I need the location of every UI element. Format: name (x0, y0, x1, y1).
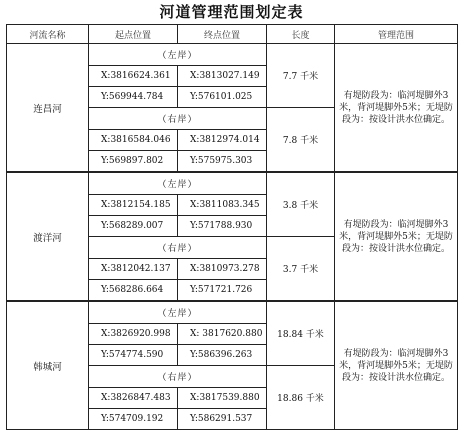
river-name-cell: 渡洋河 (7, 172, 89, 301)
end-x-cell: X:3817539.880 (178, 388, 267, 409)
management-scope-cell: 有堤防段为：临河堤脚外3米，背河堤脚外5米；无堤防段为：按设计洪水位确定。 (335, 172, 458, 301)
start-x-cell: X:3816624.361 (89, 66, 178, 87)
end-x-cell: X:3813027.149 (178, 66, 267, 87)
start-y-cell: Y:574709.192 (89, 409, 178, 430)
end-x-cell: X:3811083.345 (178, 195, 267, 216)
end-y-cell: Y:576101.025 (178, 87, 267, 108)
table-row (7, 172, 458, 195)
header-management-scope: 管理范围 (335, 25, 458, 44)
end-y-cell: Y:586291.537 (178, 409, 267, 430)
river-name-cell: 连昌河 (7, 44, 89, 173)
bank-label: （右岸） (89, 237, 267, 259)
table-row (7, 301, 458, 324)
start-x-cell: X:3816584.046 (89, 130, 178, 151)
length-cell: 18.86 千米 (267, 366, 335, 430)
start-x-cell: X:3812042.137 (89, 259, 178, 280)
bank-label: （左岸） (89, 172, 267, 195)
start-x-cell: X:3826847.483 (89, 388, 178, 409)
start-y-cell: Y:568286.664 (89, 280, 178, 302)
start-y-cell: Y:574774.590 (89, 345, 178, 366)
length-cell: 7.7 千米 (267, 44, 335, 108)
management-scope-cell: 有堤防段为：临河堤脚外3米，背河堤脚外5米；无堤防段为：按设计洪水位确定。 (335, 44, 458, 173)
river-management-table (6, 24, 458, 430)
end-x-cell: X:3810973.278 (178, 259, 267, 280)
end-y-cell: Y:575975.303 (178, 151, 267, 173)
end-y-cell: Y:586396.263 (178, 345, 267, 366)
length-cell: 18.84 千米 (267, 301, 335, 366)
length-cell: 7.8 千米 (267, 108, 335, 173)
bank-label: （左岸） (89, 301, 267, 324)
start-x-cell: X:3812154.185 (89, 195, 178, 216)
start-y-cell: Y:568289.007 (89, 216, 178, 237)
river-name-cell: 韩城河 (7, 301, 89, 430)
page-title: 河道管理范围划定表 (159, 3, 304, 21)
header-river-name: 河流名称 (7, 25, 89, 44)
end-y-cell: Y:571721.726 (178, 280, 267, 302)
length-cell: 3.7 千米 (267, 237, 335, 302)
length-cell: 3.8 千米 (267, 172, 335, 237)
start-y-cell: Y:569897.802 (89, 151, 178, 173)
table-header-row (7, 25, 458, 44)
start-y-cell: Y:569944.784 (89, 87, 178, 108)
bank-label: （右岸） (89, 366, 267, 388)
end-x-cell: X: 3817620.880 (178, 324, 267, 345)
table-row (7, 44, 458, 66)
bank-label: （右岸） (89, 108, 267, 130)
bank-label: （左岸） (89, 44, 267, 66)
end-y-cell: Y:571788.930 (178, 216, 267, 237)
management-scope-cell: 有堤防段为：临河堤脚外3米，背河堤脚外5米；无堤防段为：按设计洪水位确定。 (335, 301, 458, 430)
header-length: 长度 (267, 25, 335, 44)
end-x-cell: X:3812974.014 (178, 130, 267, 151)
header-end-position: 终点位置 (178, 25, 267, 44)
header-start-position: 起点位置 (89, 25, 178, 44)
start-x-cell: X:3826920.998 (89, 324, 178, 345)
